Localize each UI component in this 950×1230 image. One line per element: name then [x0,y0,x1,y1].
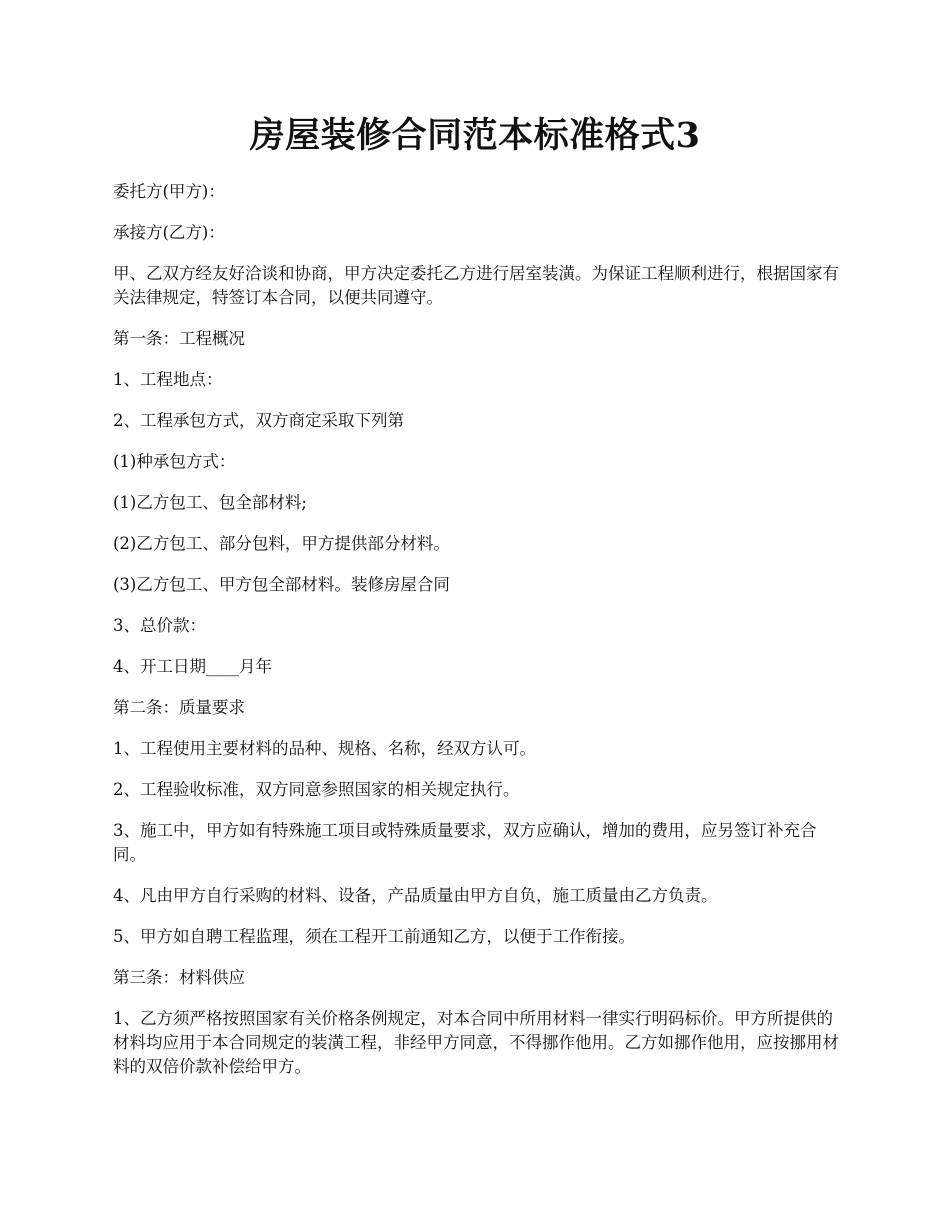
clause-paragraph: 5、甲方如自聘工程监理，须在工程开工前通知乙方，以便于工作衔接。 [113,927,635,946]
party-b-line: 承接方(乙方)： [113,223,225,242]
clause-paragraph: 4、凡由甲方自行采购的材料、设备，产品质量由甲方自负，施工质量由乙方负责。 [113,886,718,905]
clause-paragraph: (2)乙方包工、部分包料，甲方提供部分材料。 [113,534,450,553]
clause-paragraph: 4、开工日期____月年 [113,657,272,676]
clause-paragraph: 1、乙方须严格按照国家有关价格条例规定，对本合同中所用材料一律实行明码标价。甲方所提供的材料均应用于本合同规定的装潢工程，非经甲方同意，不得挪作他用。乙方如挪作他用，应按挪用材料的双倍价款补偿给甲方。 [113,1009,839,1076]
clause-paragraph: 1、工程使用主要材料的品种、规格、名称，经双方认可。 [113,739,536,758]
clause-paragraph: (1)种承包方式： [113,452,236,471]
clause-paragraph: 1、工程地点： [113,370,223,389]
clause-paragraph: (3)乙方包工、甲方包全部材料。装修房屋合同 [113,575,450,594]
party-a-line: 委托方(甲方)： [113,182,225,201]
preamble-paragraph: 甲、乙双方经友好洽谈和协商，甲方决定委托乙方进行居室装潢。为保证工程顺利进行，根据国家有关法律规定，特签订本合同，以便共同遵守。 [113,264,839,307]
clause-paragraph: 2、工程验收标准，双方同意参照国家的相关规定执行。 [113,780,520,799]
document-title: 房屋装修合同范本标准格式3 [249,115,701,156]
document-body [113,180,841,1096]
clause-paragraph: 3、施工中，甲方如有特殊施工项目或特殊质量要求，双方应确认，增加的费用，应另签订补充合同。 [113,821,817,864]
article-1-heading: 第一条：工程概况 [113,329,245,348]
clause-paragraph: 2、工程承包方式，双方商定采取下列第 [113,411,404,430]
article-3-heading: 第三条：材料供应 [113,968,245,987]
clause-paragraph: 3、总价款： [113,616,206,635]
clause-paragraph: (1)乙方包工、包全部材料; [113,493,307,512]
article-2-heading: 第二条：质量要求 [113,698,245,717]
